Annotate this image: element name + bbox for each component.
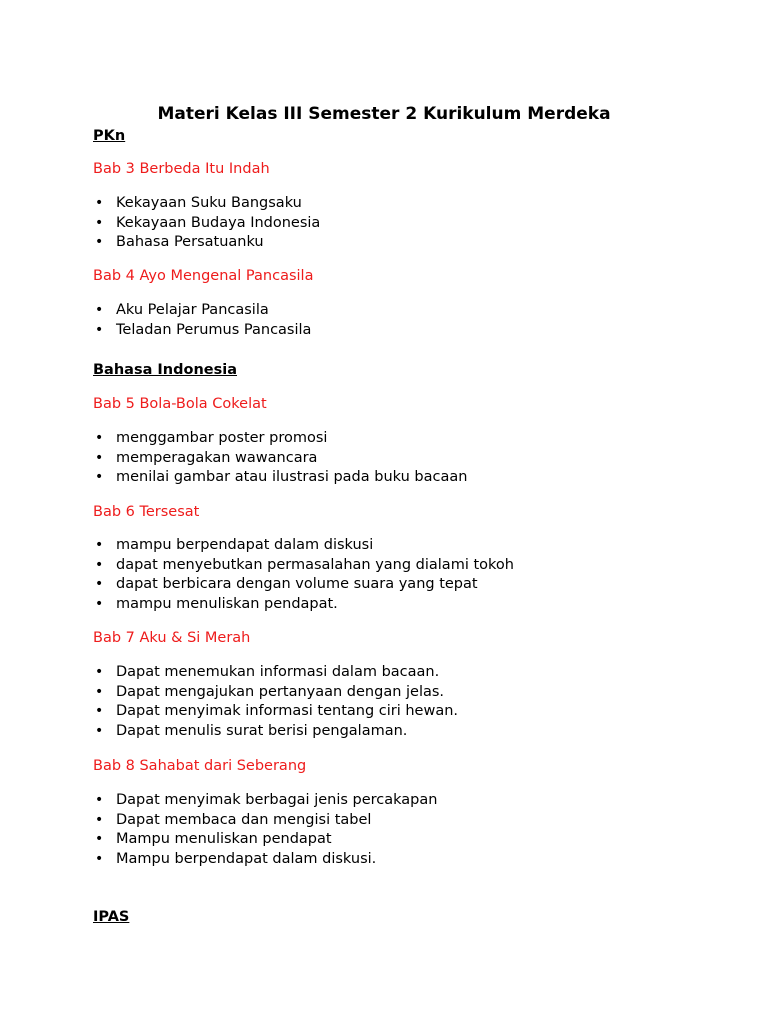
- bullet-icon: •: [95, 195, 104, 211]
- chapter-list-bab-4: [93, 301, 311, 340]
- list-item: [93, 791, 437, 811]
- list-item-text: Dapat menemukan informasi dalam bacaan.: [116, 664, 440, 680]
- list-item-text: Dapat mengajukan pertanyaan dengan jelas.: [116, 683, 445, 700]
- chapter-heading-bab-8: Bab 8 Sahabat dari Seberang: [93, 758, 307, 774]
- list-item-text: mampu menuliskan pendapat.: [116, 595, 338, 612]
- list-item-text: Mampu menuliskan pendapat: [116, 831, 332, 847]
- list-item-text: mampu berpendapat dalam diskusi: [116, 537, 374, 553]
- list-item-text: menggambar poster promosi: [116, 430, 328, 446]
- list-item: [93, 194, 320, 214]
- bullet-icon: •: [95, 576, 104, 592]
- subject-heading-ipas: IPAS: [93, 909, 130, 925]
- bullet-icon: •: [95, 234, 104, 250]
- list-item-text: Kekayaan Budaya Indonesia: [116, 214, 321, 231]
- list-item: [93, 429, 467, 449]
- list-item-text: Teladan Perumus Pancasila: [116, 321, 312, 338]
- bullet-icon: •: [95, 683, 104, 700]
- bullet-icon: •: [95, 811, 104, 828]
- chapter-list-bab-3: [93, 194, 320, 253]
- list-item: [93, 683, 458, 703]
- chapter-heading-bab-5: Bab 5 Bola-Bola Cokelat: [93, 396, 267, 412]
- bullet-icon: •: [95, 595, 104, 612]
- list-item: [93, 702, 458, 722]
- bullet-icon: •: [95, 556, 104, 573]
- bullet-icon: •: [95, 214, 104, 231]
- list-item: [93, 595, 514, 615]
- list-item: [93, 321, 311, 341]
- chapter-heading-bab-7: Bab 7 Aku & Si Merah: [93, 630, 251, 646]
- list-item-text: Dapat membaca dan mengisi tabel: [116, 811, 372, 828]
- list-item-text: dapat berbicara dengan volume suara yang tepat: [116, 576, 478, 592]
- list-item: [93, 663, 458, 683]
- bullet-icon: •: [95, 321, 104, 338]
- list-item-text: Aku Pelajar Pancasila: [116, 302, 269, 318]
- list-item-text: Bahasa Persatuanku: [116, 234, 264, 250]
- bullet-icon: •: [95, 664, 104, 680]
- list-item: [93, 830, 437, 850]
- bullet-icon: •: [95, 850, 104, 867]
- list-item-text: menilai gambar atau ilustrasi pada buku bacaan: [116, 469, 468, 485]
- subject-heading-pkn: PKn: [93, 128, 126, 144]
- chapter-list-bab-7: [93, 663, 458, 741]
- list-item-text: Dapat menyimak informasi tentang ciri hewan.: [116, 703, 459, 719]
- list-item-text: Dapat menulis surat berisi pengalaman.: [116, 722, 408, 739]
- list-item: [93, 575, 514, 595]
- bullet-icon: •: [95, 722, 104, 739]
- bullet-icon: •: [95, 703, 104, 719]
- chapter-list-bab-8: [93, 791, 437, 869]
- list-item-text: Dapat menyimak berbagai jenis percakapan: [116, 792, 438, 808]
- bullet-icon: •: [95, 792, 104, 808]
- bullet-icon: •: [95, 537, 104, 553]
- subject-heading-bahasa-indonesia: Bahasa Indonesia: [93, 362, 238, 378]
- chapter-list-bab-6: [93, 536, 514, 614]
- list-item: [93, 811, 437, 831]
- chapter-heading-bab-4: Bab 4 Ayo Mengenal Pancasila: [93, 268, 314, 284]
- list-item: [93, 214, 320, 234]
- list-item-text: Mampu berpendapat dalam diskusi.: [116, 850, 377, 867]
- list-item-text: memperagakan wawancara: [116, 449, 318, 466]
- chapter-heading-bab-6: Bab 6 Tersesat: [93, 504, 200, 520]
- bullet-icon: •: [95, 302, 104, 318]
- list-item-text: dapat menyebutkan permasalahan yang dialami tokoh: [116, 556, 514, 573]
- chapter-heading-bab-3: Bab 3 Berbeda Itu Indah: [93, 161, 270, 177]
- bullet-icon: •: [95, 449, 104, 466]
- bullet-icon: •: [95, 430, 104, 446]
- list-item: [93, 556, 514, 576]
- list-item: [93, 468, 467, 488]
- list-item: [93, 536, 514, 556]
- chapter-list-bab-5: [93, 429, 467, 488]
- bullet-icon: •: [95, 831, 104, 847]
- list-item: [93, 301, 311, 321]
- list-item: [93, 233, 320, 253]
- list-item: [93, 449, 467, 469]
- list-item: [93, 850, 437, 870]
- bullet-icon: •: [95, 469, 104, 485]
- list-item-text: Kekayaan Suku Bangsaku: [116, 195, 302, 211]
- document-title: Materi Kelas III Semester 2 Kurikulum Merdeka: [157, 104, 611, 124]
- list-item: [93, 722, 458, 742]
